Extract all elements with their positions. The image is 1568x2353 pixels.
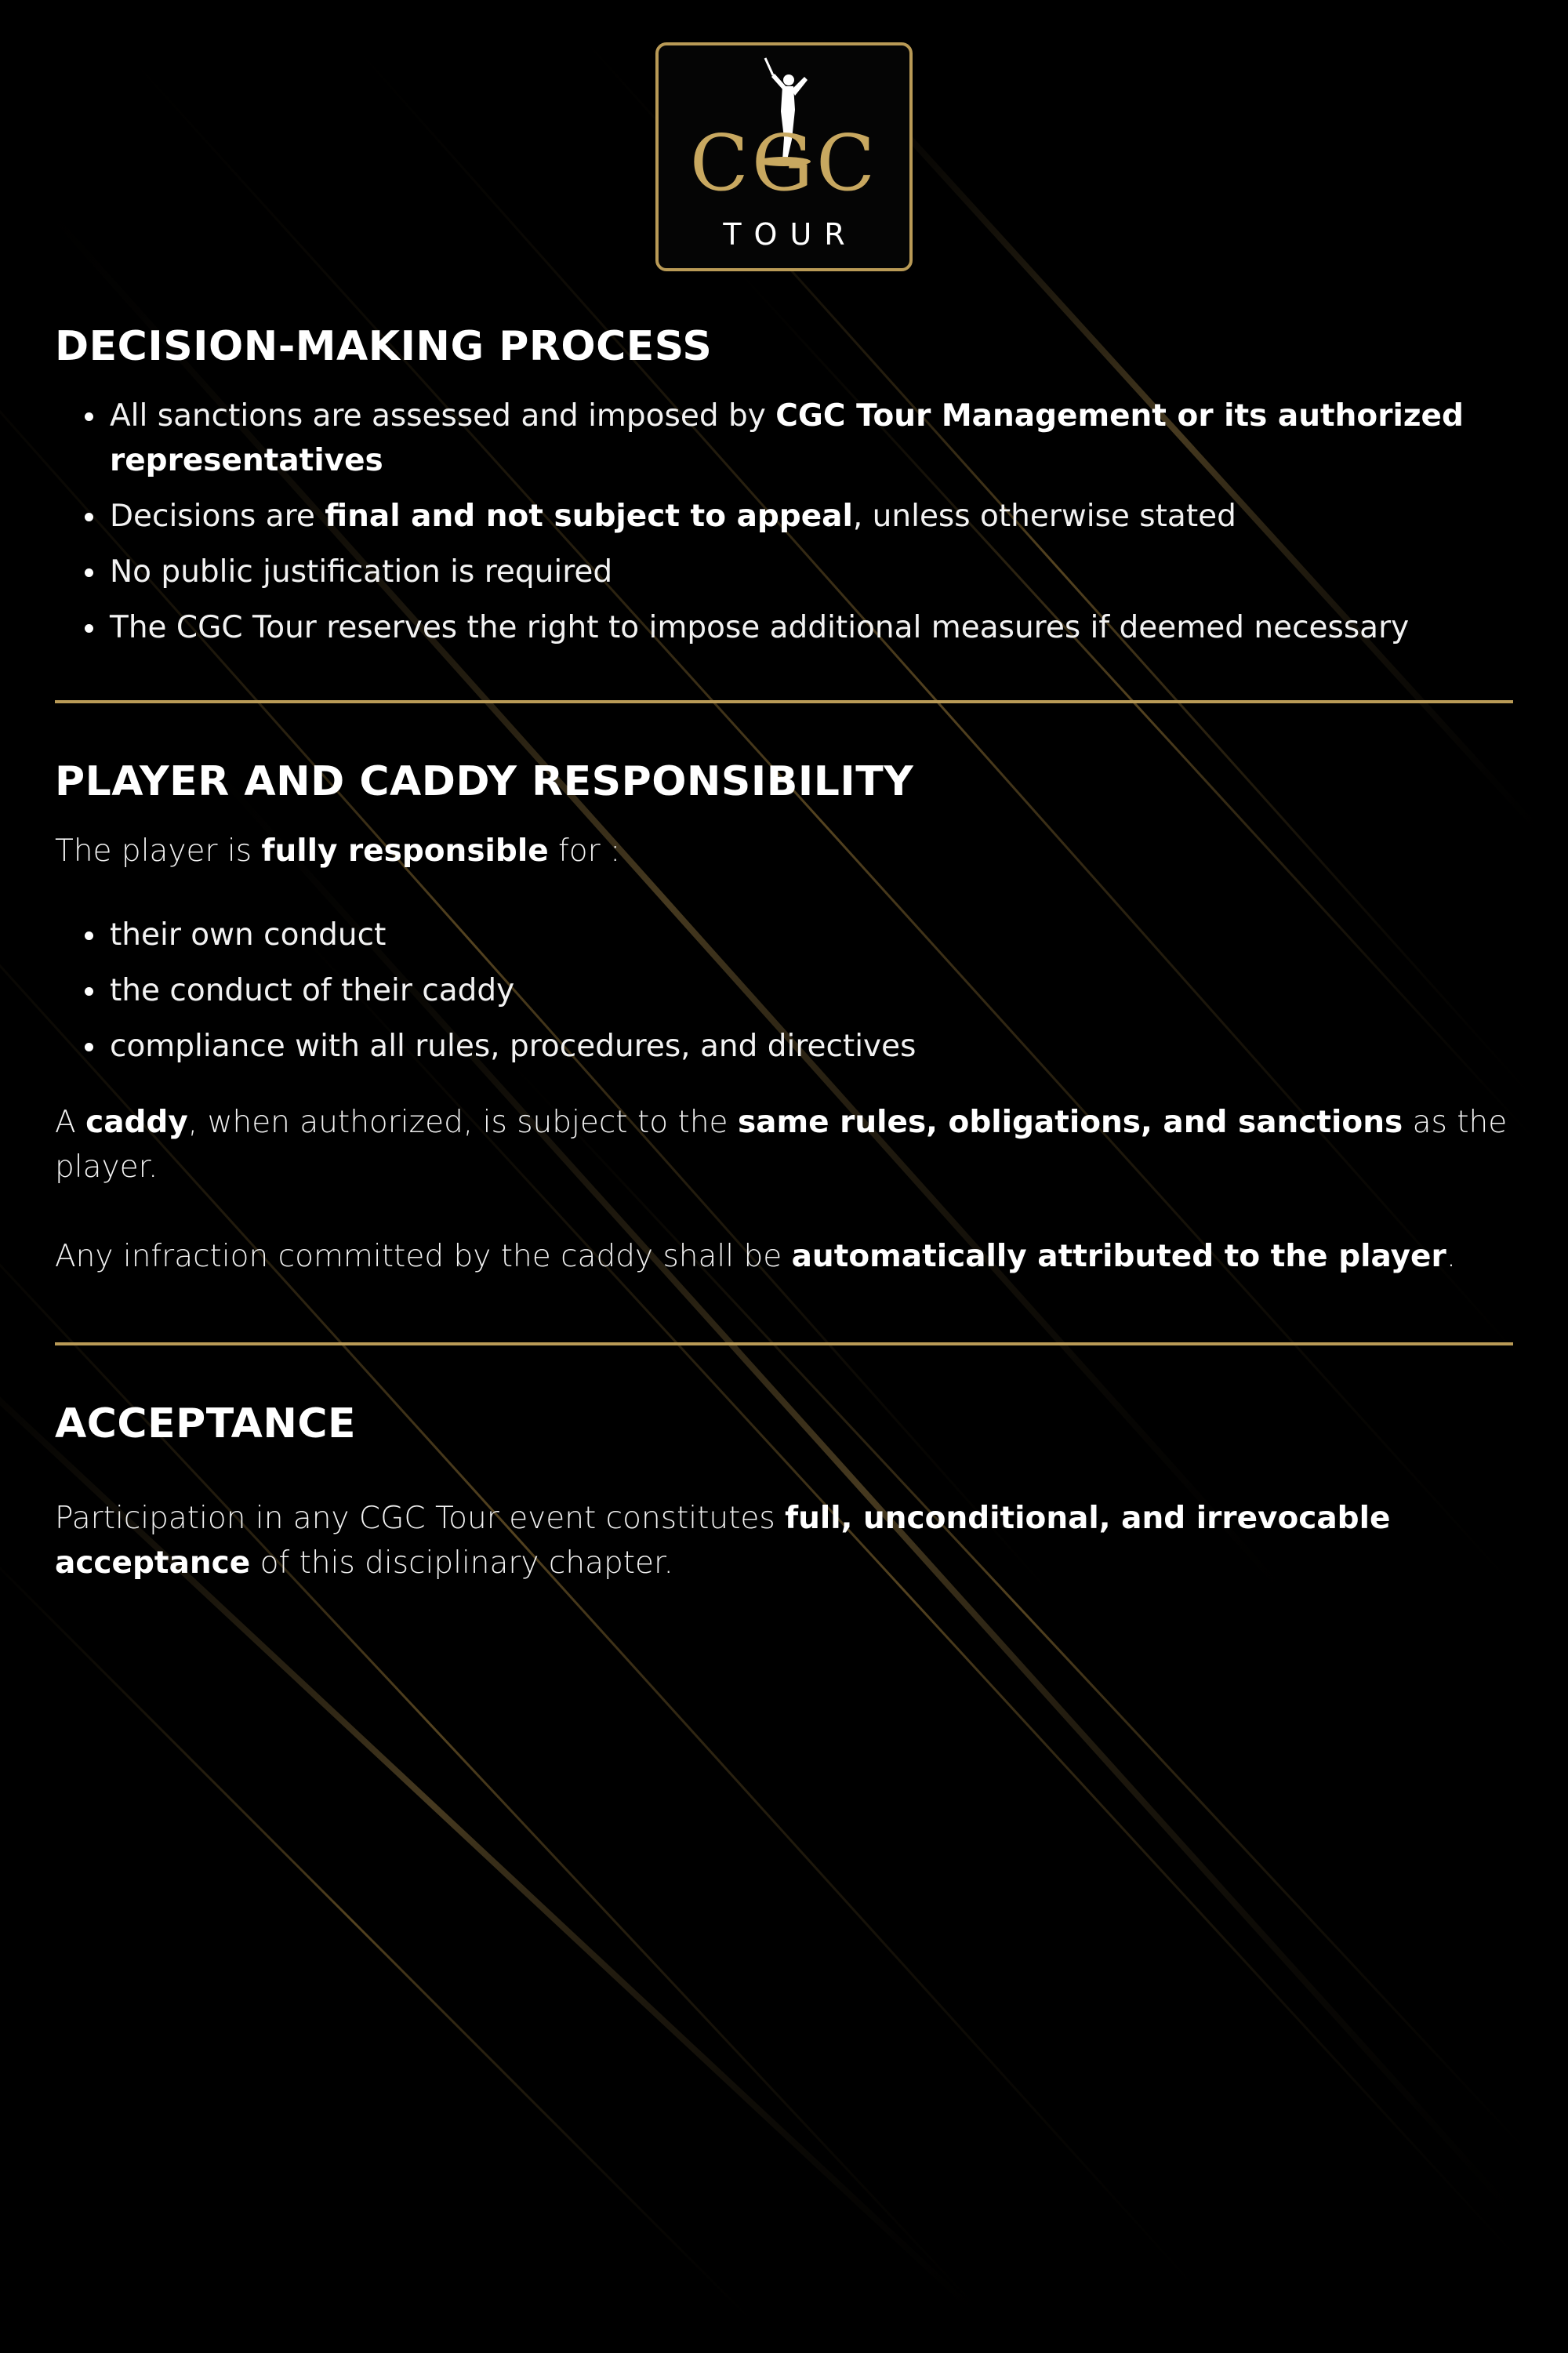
logo-sub-text: TOUR: [723, 217, 858, 252]
decision-list: [55, 394, 1513, 650]
responsibility-section: [55, 757, 1513, 1279]
section-divider: [55, 700, 1513, 703]
list-item: The CGC Tour reserves the right to impose additional measures if deemed necessary: [55, 605, 1513, 650]
acceptance-title: ACCEPTANCE: [55, 1400, 357, 1447]
acceptance-paragraph: Participation in any CGC Tour event constitutes full, unconditional, and irrevocable acceptance of this disciplinary chapter.: [55, 1501, 1391, 1581]
infraction-paragraph: Any infraction committed by the caddy shall be automatically attributed to the player.: [55, 1239, 1457, 1274]
logo-brand-text: CGC: [689, 119, 879, 209]
responsibility-title: PLAYER AND CADDY RESPONSIBILITY: [55, 758, 914, 805]
list-item: the conduct of their caddy: [55, 968, 1513, 1013]
decision-section: [55, 321, 1513, 661]
section-divider: [55, 1342, 1513, 1345]
acceptance-section: [55, 1399, 1513, 1585]
list-item: Decisions are final and not subject to appeal, unless otherwise stated: [55, 494, 1513, 539]
list-item: No public justification is required: [55, 550, 1513, 594]
list-item: their own conduct: [55, 913, 1513, 957]
cgc-tour-logo: [655, 42, 913, 271]
caddy-paragraph: A caddy, when authorized, is subject to the same rules, obligations, and sanctions as the player.: [55, 1105, 1508, 1185]
list-item: All sanctions are assessed and imposed by CGC Tour Management or its authorized representatives: [55, 394, 1513, 483]
responsibility-intro: The player is fully responsible for :: [55, 833, 621, 869]
responsibility-list: [55, 913, 1513, 1069]
list-item: compliance with all rules, procedures, and directives: [55, 1024, 1513, 1069]
decision-title: DECISION-MAKING PROCESS: [55, 323, 713, 370]
